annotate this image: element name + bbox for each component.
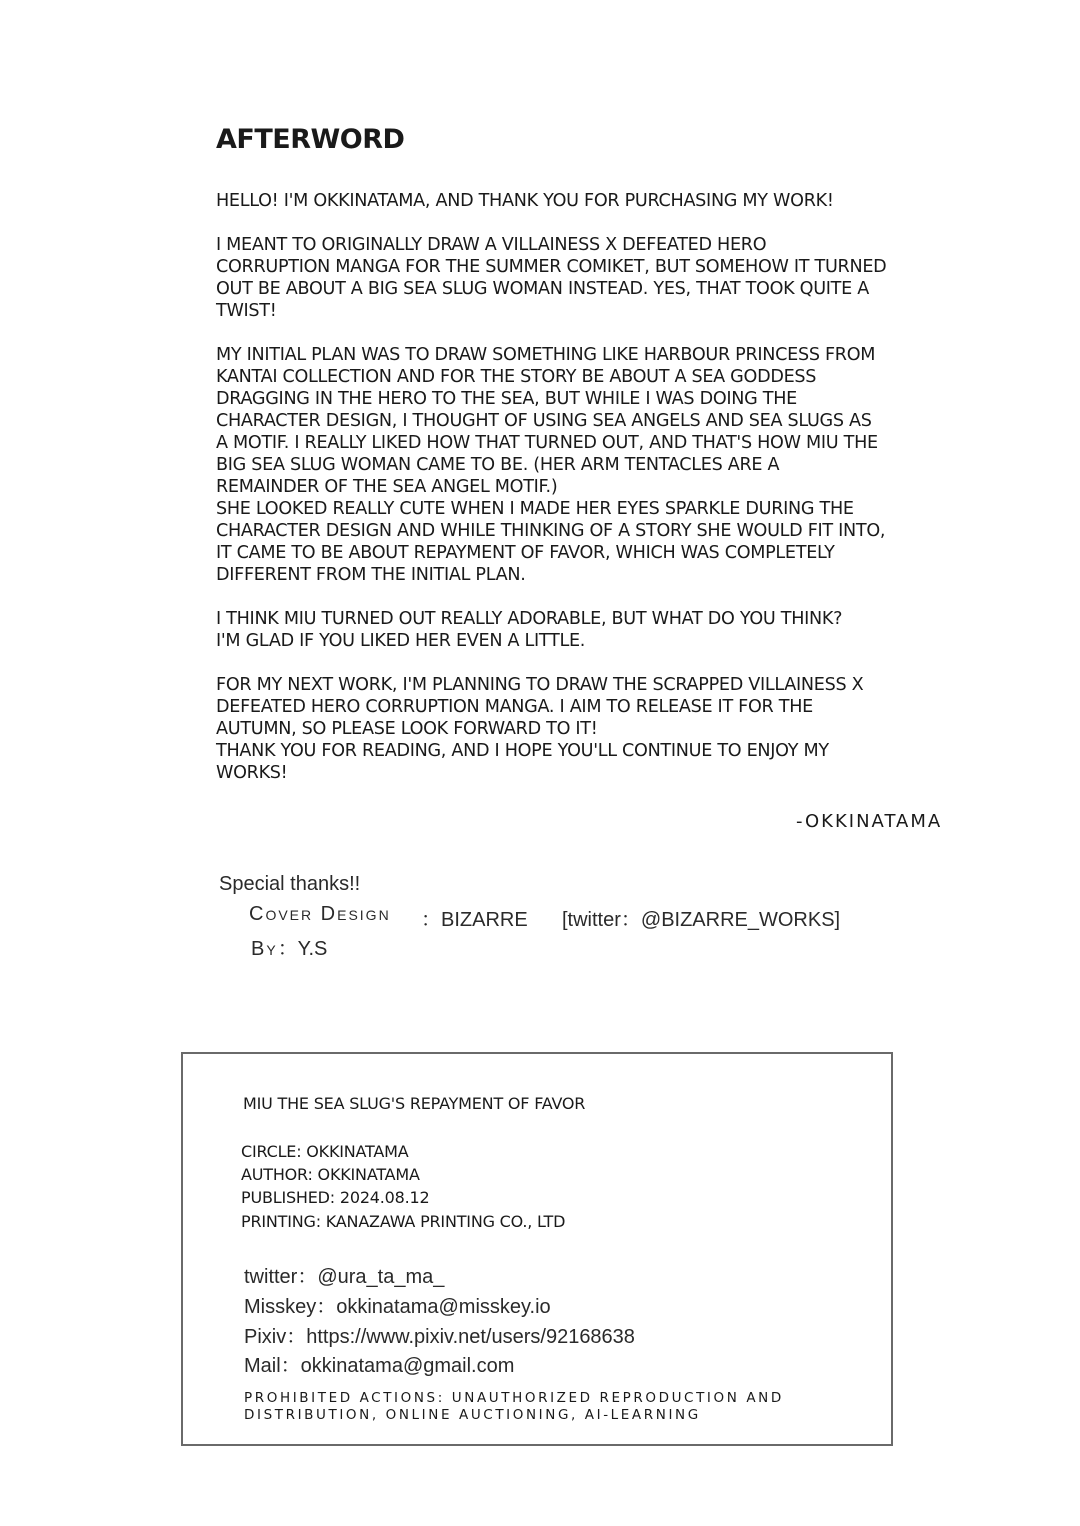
- page-title: AFTERWORD: [216, 124, 405, 155]
- afterword-paragraph: HELLO! I'M OKKINATAMA, AND THANK YOU FOR PURCHASING MY WORK!: [216, 191, 834, 211]
- by-value: ：Y.S: [277, 938, 328, 960]
- cover-design-title: Cover Design: [249, 903, 391, 925]
- printing-line: PRINTING: KANAZAWA PRINTING CO., LTD: [241, 1212, 566, 1231]
- colophon-box: [181, 1052, 893, 1446]
- afterword-paragraph: FOR MY NEXT WORK, I'M PLANNING TO DRAW THE SCRAPPED VILLAINESS X DEFEATED HERO CORRUPTION MANGA. I AIM TO RELEASE IT FOR THE AUTUMN, SO PLEASE LOOK FORWARD TO IT! THANK YOU FOR READING, AND I HOPE YOU'LL CONTINUE TO ENJOY MY WORKS!: [216, 675, 864, 783]
- cover-design-value: ：BIZARRE: [421, 909, 528, 931]
- afterword-body: [216, 190, 976, 806]
- published-line: PUBLISHED: 2024.08.12: [241, 1188, 430, 1207]
- special-thanks-heading: Special thanks!!: [219, 873, 361, 895]
- by-label: By: [251, 938, 278, 960]
- misskey-contact: Misskey：okkinatama@misskey.io: [244, 1296, 551, 1318]
- book-title: MIU THE SEA SLUG'S REPAYMENT OF FAVOR: [243, 1094, 586, 1113]
- mail-contact: Mail：okkinatama@gmail.com: [244, 1355, 515, 1377]
- prohibited-actions-notice: PROHIBITED ACTIONS: UNAUTHORIZED REPRODUCTION AND DISTRIBUTION, ONLINE AUCTIONING, AI-LEARNING: [244, 1390, 784, 1423]
- twitter-contact: twitter：@ura_ta_ma_: [244, 1266, 445, 1288]
- circle-line: CIRCLE: OKKINATAMA: [241, 1142, 409, 1161]
- afterword-paragraph: I THINK MIU TURNED OUT REALLY ADORABLE, BUT WHAT DO YOU THINK? I'M GLAD IF YOU LIKED HER EVEN A LITTLE.: [216, 609, 843, 651]
- afterword-paragraph: MY INITIAL PLAN WAS TO DRAW SOMETHING LIKE HARBOUR PRINCESS FROM KANTAI COLLECTION AND FOR THE STORY BE ABOUT A SEA GODDESS DRAGGING IN THE HERO TO THE SEA, BUT WHILE I WAS DOING THE CHARACTER DESIGN, I THOUGHT OF USING SEA ANGELS AND SEA SLUGS AS A MOTIF. I REALLY LIKED HOW THAT TURNED OUT, AND THAT'S HOW MIU THE BIG SEA SLUG WOMAN CAME TO BE. (HER ARM TENTACLES ARE A REMAINDER OF THE SEA ANGEL MOTIF.) SHE LOOKED REALLY CUTE WHEN I MADE HER EYES SPARKLE DURING THE CHARACTER DESIGN AND WHILE THINKING OF A STORY SHE WOULD FIT INTO, IT CAME TO BE ABOUT REPAYMENT OF FAVOR, WHICH WAS COMPLETELY DIFFERENT FROM THE INITIAL PLAN.: [216, 345, 886, 585]
- cover-design-twitter: [twitter：@BIZARRE_WORKS]: [562, 909, 841, 931]
- afterword-paragraph: I MEANT TO ORIGINALLY DRAW A VILLAINESS X DEFEATED HERO CORRUPTION MANGA FOR THE SUMMER COMIKET, BUT SOMEHOW IT TURNED OUT BE ABOUT A BIG SEA SLUG WOMAN INSTEAD. YES, THAT TOOK QUITE A TWIST!: [216, 235, 887, 321]
- by-credit: [251, 932, 327, 961]
- author-signature: -OKKINATAMA: [796, 811, 943, 832]
- author-line: AUTHOR: OKKINATAMA: [241, 1165, 420, 1184]
- pixiv-contact: Pixiv：https://www.pixiv.net/users/92168638: [244, 1326, 635, 1348]
- cover-design-label: [249, 903, 391, 926]
